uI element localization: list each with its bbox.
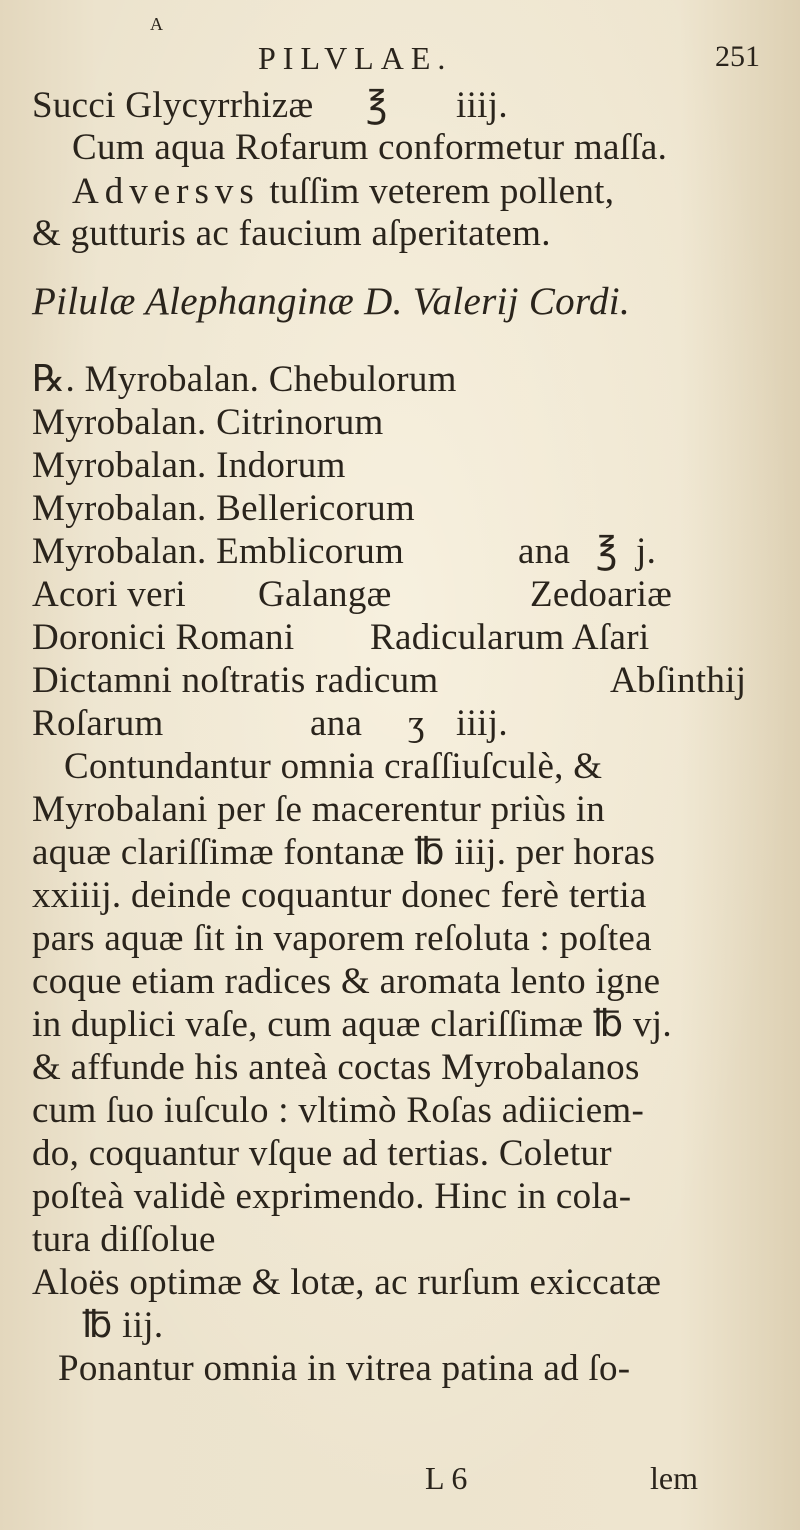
text-line: do, coquantur vſque ad tertias. Coletur [32, 1133, 612, 1174]
header-mark: A [150, 14, 163, 34]
text-line [32, 84, 314, 128]
text-line: Ponantur omnia in vitrea patina ad ſo- [58, 1348, 631, 1389]
text-line: Contundantur omnia craſſiuſculè, & [64, 746, 603, 787]
text-line: Aloës optimæ & lotæ, ac rurſum exiccatæ [32, 1262, 662, 1303]
text-line: ana [518, 531, 571, 572]
small-caps-word: Adversvs [72, 171, 260, 212]
ingredient-name: Succi Glycyrrhizæ [32, 85, 314, 126]
text-line: Myrobalan. Emblicorum [32, 531, 405, 572]
text-line: cum ſuo iuſculo : vltimò Roſas adiiciem- [32, 1090, 645, 1131]
text-line: xxiiij. deinde coquantur donec ferè tertia [32, 875, 647, 916]
text-line [72, 170, 614, 214]
text-line: coque etiam radices & aromata lento igne [32, 961, 661, 1002]
text-line: ʒ [408, 703, 425, 744]
text-line: Myrobalani per ſe macerentur priùs in [32, 789, 606, 830]
text-line [366, 84, 388, 128]
text-line: Myrobalan. Bellericorum [32, 488, 415, 529]
text-line: ℥ [596, 531, 618, 572]
running-head: PILVLAE. [258, 40, 453, 76]
text-line: ℔ iij. [82, 1305, 164, 1346]
text-line: Radicularum Aſari [370, 617, 650, 658]
section-heading: Pilulæ Alephanginæ D. Valerij Cordi. [32, 280, 630, 323]
text-line: Doronici Romani [32, 617, 295, 658]
text-line: Acori veri [32, 574, 187, 615]
dose-amount: iiij. [456, 85, 508, 126]
text-line: Myrobalan. Indorum [32, 445, 346, 486]
text-line: j. [636, 531, 657, 572]
text-line: tura diſſolue [32, 1219, 216, 1260]
text-line: Roſarum [32, 703, 164, 744]
dose-symbol: ℥ [366, 85, 388, 126]
text-line: Galangæ [258, 574, 392, 615]
text-line: iiij. [456, 703, 508, 744]
text-line: poſteà validè exprimendo. Hinc in cola- [32, 1176, 632, 1217]
text-line: Myrobalan. Citrinorum [32, 402, 384, 443]
signature-mark: L 6 [425, 1460, 468, 1496]
text-line: aquæ clariſſimæ fontanæ ℔ iiij. per horas [32, 832, 656, 873]
text-line: pars aquæ ſit in vaporem reſoluta : poſtea [32, 918, 652, 959]
page-number: 251 [715, 40, 760, 73]
text-line: in duplici vaſe, cum aquæ clariſſimæ ℔ vj. [32, 1004, 672, 1045]
text-line: Cum aqua Rofarum conformetur maſſa. [72, 127, 668, 168]
text-line: Zedoariæ [530, 574, 673, 615]
text-line: Dictamni noſtratis radicum [32, 660, 439, 701]
text-line: ℞. Myrobalan. Chebulorum [32, 359, 457, 400]
text-line: & gutturis ac faucium aſperitatem. [32, 213, 551, 254]
catchword: lem [650, 1460, 698, 1496]
page-header [0, 14, 800, 76]
text-line: Abſinthij [610, 660, 747, 701]
text-line [456, 84, 508, 128]
text-line: ana [310, 703, 363, 744]
text-line: & affunde his anteà coctas Myrobalanos [32, 1047, 640, 1088]
line-text: tuſſim veterem pollent, [269, 171, 615, 212]
